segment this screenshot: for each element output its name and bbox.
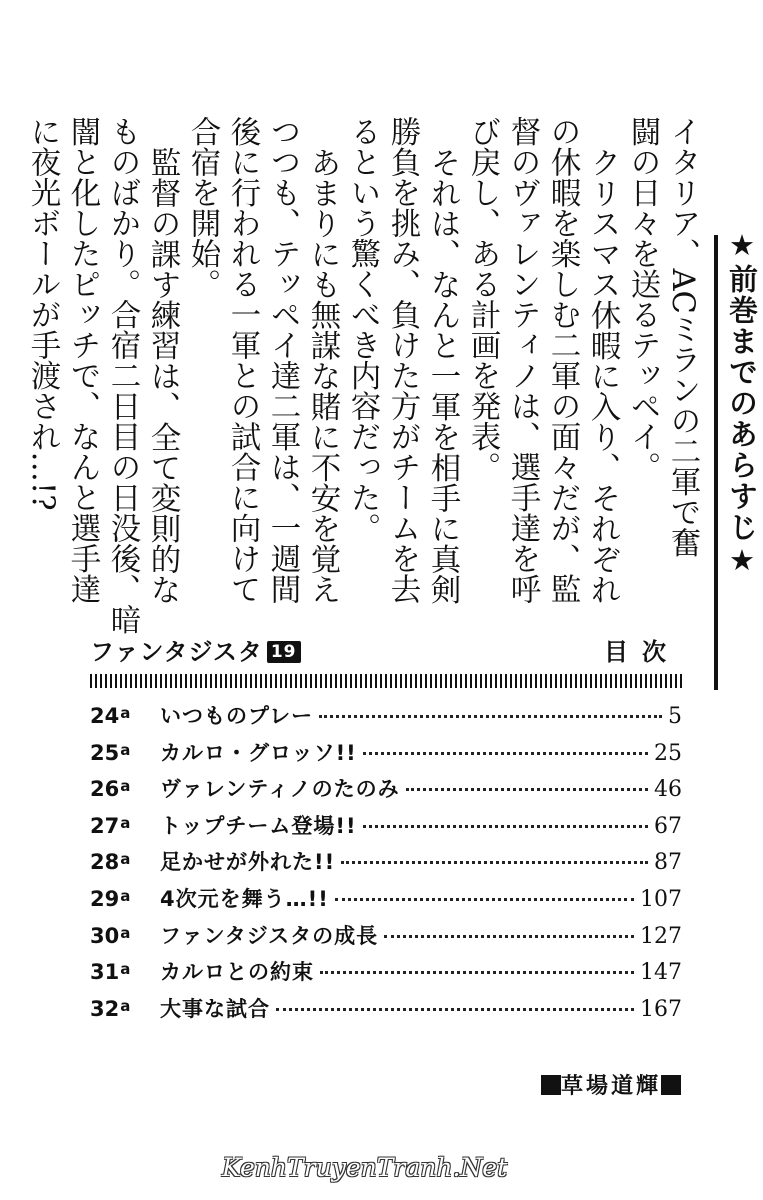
synopsis-column: イタリア、ACミランの二軍で奮 <box>665 116 700 558</box>
chapter-number-value: 32 <box>90 996 120 1021</box>
chapter-list <box>90 700 682 1029</box>
synopsis-column: 闇と化したピッチで、なんと選手達 <box>65 116 100 604</box>
synopsis-column: それは、なんと一軍を相手に真剣 <box>425 146 460 604</box>
chapter-page: 167 <box>640 996 682 1022</box>
chapter-number-suffix: a <box>120 813 131 832</box>
chapter-number <box>90 887 160 911</box>
author-credit <box>541 1069 681 1100</box>
series-title <box>90 632 301 667</box>
synopsis-column: つつも、テッペイ達二軍は、一週間 <box>265 116 300 604</box>
volume-badge: 19 <box>267 641 301 663</box>
square-bullet-icon <box>661 1075 681 1095</box>
chapter-title: ヴァレンティノのたのみ <box>160 777 400 802</box>
chapter-number <box>90 741 160 765</box>
chapter-page: 127 <box>640 923 682 949</box>
synopsis-column: 闘の日々を送るテッペイ。 <box>625 116 660 482</box>
chapter-row <box>90 920 682 957</box>
chapter-number-suffix: a <box>120 850 131 869</box>
chapter-page: 87 <box>654 850 682 876</box>
chapter-row <box>90 993 682 1030</box>
chapter-title: ファンタジスタの成長 <box>160 923 379 948</box>
table-of-contents <box>90 632 682 1029</box>
chapter-page: 5 <box>668 704 682 729</box>
chapter-number-suffix: a <box>120 704 131 722</box>
chapter-number <box>90 704 160 728</box>
chapter-row <box>90 883 682 920</box>
leader-dots <box>335 898 634 901</box>
chapter-number <box>90 960 160 984</box>
chapter-page: 67 <box>654 813 682 839</box>
contents-label: 目次 <box>604 638 680 666</box>
chapter-row <box>90 846 682 883</box>
chapter-title: カルロ・グロッソ!! <box>160 740 357 765</box>
synopsis-column: るという驚くべき内容だった。 <box>345 116 380 543</box>
tick-divider <box>90 674 682 688</box>
chapter-number-value: 30 <box>90 923 120 948</box>
author-name: 草場道輝 <box>560 1074 661 1099</box>
chapter-row <box>90 773 682 810</box>
chapter-title: いつものプレー <box>160 704 314 728</box>
synopsis-column: 勝負を挑み、負けた方がチームを去 <box>385 116 420 604</box>
chapter-title: トップチーム登場!! <box>160 813 357 838</box>
synopsis-column: クリスマス休暇に入り、それぞれ <box>585 146 620 604</box>
leader-dots <box>276 1008 634 1011</box>
chapter-number-suffix: a <box>120 886 131 905</box>
chapter-number-suffix: a <box>120 996 131 1015</box>
leader-dots <box>363 752 648 755</box>
chapter-number-value: 25 <box>90 740 120 765</box>
chapter-row <box>90 700 682 737</box>
chapter-number-suffix: a <box>120 923 131 942</box>
chapter-number-suffix: a <box>120 740 131 759</box>
chapter-number-value: 24 <box>90 704 120 728</box>
chapter-number-value: 29 <box>90 886 120 911</box>
synopsis-section <box>25 110 759 635</box>
synopsis-title: ★前巻までのあらすじ★ <box>725 228 759 579</box>
synopsis-body <box>25 116 702 635</box>
chapter-title: 4次元を舞う…!! <box>160 886 329 911</box>
synopsis-divider <box>714 235 718 690</box>
chapter-number-suffix: a <box>120 960 131 979</box>
leader-dots <box>341 861 648 864</box>
chapter-row <box>90 810 682 847</box>
chapter-number <box>90 924 160 948</box>
synopsis-column: あまりにも無謀な賭に不安を覚え <box>305 146 340 604</box>
synopsis-column: 合宿を開始。 <box>185 116 220 299</box>
synopsis-column: の休暇を楽しむ二軍の面々だが、監 <box>545 116 580 604</box>
synopsis-column: び戻し、ある計画を発表。 <box>465 116 500 482</box>
chapter-page: 107 <box>640 886 682 912</box>
synopsis-column: 督のヴァレンティノは、選手達を呼 <box>505 116 540 604</box>
chapter-number <box>90 997 160 1021</box>
chapter-number-value: 31 <box>90 960 120 985</box>
synopsis-column: 後に行われる一軍との試合に向けて <box>225 116 260 604</box>
chapter-number-value: 27 <box>90 813 120 838</box>
watermark: KenhTruyenTranh.Net <box>222 1153 508 1182</box>
chapter-number-value: 26 <box>90 777 120 802</box>
chapter-title: 足かせが外れた!! <box>160 850 336 875</box>
chapter-page: 25 <box>654 740 682 766</box>
square-bullet-icon <box>541 1075 561 1095</box>
chapter-title: 大事な試合 <box>160 996 270 1021</box>
chapter-number-value: 28 <box>90 850 120 875</box>
contents-header <box>90 632 682 666</box>
chapter-page: 147 <box>640 960 682 986</box>
leader-dots <box>406 788 648 791</box>
leader-dots <box>320 971 634 974</box>
chapter-row <box>90 956 682 993</box>
leader-dots <box>384 935 634 938</box>
synopsis-column: に夜光ボールが手渡され…!? <box>25 116 60 511</box>
synopsis-column: 監督の課す練習は、全て変則的な <box>145 146 180 604</box>
chapter-number <box>90 814 160 838</box>
chapter-number-suffix: a <box>120 777 131 796</box>
chapter-title: カルロとの約束 <box>160 960 314 985</box>
synopsis-column: ものばかり。合宿二日目の日没後、暗 <box>105 116 140 635</box>
leader-dots <box>363 825 648 828</box>
chapter-page: 46 <box>654 777 682 803</box>
chapter-number <box>90 777 160 801</box>
series-title-text: ファンタジスタ <box>90 638 263 666</box>
chapter-row <box>90 737 682 774</box>
chapter-number <box>90 850 160 874</box>
leader-dots <box>319 715 662 718</box>
